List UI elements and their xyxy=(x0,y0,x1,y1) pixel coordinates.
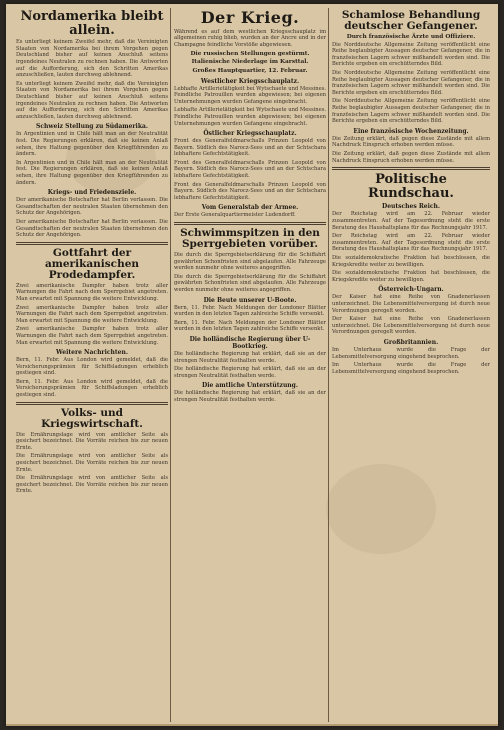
section-heading: Deutsches Reich. xyxy=(381,203,441,211)
article-paragraph: Der amerikanische Botschafter hat Berlin verlassen. Die Gesandtschaften der neutralen Staaten übernehmen den Schutz der Angehörigen. xyxy=(16,197,168,217)
article-headline: Volks- und Kriegswirtschaft. xyxy=(41,406,143,430)
article-paragraph: Die durch die Sperrgebietserklärung für die Schiffahrt gewährten Schonfristen sind abgelaufen. Alle Fahrzeuge werden nunmehr ohne weiteres angegriffen. xyxy=(174,252,326,272)
section-heading: Östlicher Kriegsschauplatz. xyxy=(203,130,297,138)
article-headline: Der Krieg. xyxy=(200,10,300,27)
article-headline: Schwimmspitzen in den Sperrgebieten vorüber. xyxy=(180,227,320,251)
divider xyxy=(16,402,168,405)
article-paragraph: Lebhafte Artillerietätigkeit bei Wytschaete und Messines. Feindliche Patrouillen wurden abgewiesen; bei eigenen Unternehmungen wurden Gefangene eingebracht. xyxy=(174,85,326,105)
section-heading: Eine französische Wochenzeitung. xyxy=(353,127,469,135)
article-paragraph: Die Zeitung erklärt, daß gegen diese Zustände mit allem Nachdruck Einspruch erhoben werden müsse. xyxy=(332,151,490,164)
article-paragraph: Die sozialdemokratische Fraktion hat beschlossen, die Kriegskredite weiter zu bewilligen. xyxy=(332,255,490,268)
article-paragraph: Zwei amerikanische Dampfer haben trotz aller Warnungen die Fahrt nach dem Sperrgebiet angetreten. Man erwartet mit Spannung die weitere Entwicklung. xyxy=(16,282,168,302)
section-heading: Schweiz Stellung zu Südamerika. xyxy=(36,123,148,131)
article-paragraph: Der Kaiser hat eine Reihe von Gnadenerlassen unterzeichnet. Die Lebensmittelversorgung ist durch neue Verordnungen geregelt worden. xyxy=(332,316,490,336)
article-paragraph: In Argentinien und in Chile hält man an der Neutralität fest. Die Regierungen erklären, daß sie keinen Anlaß sehen, ihre Haltung gegenüber den Kriegführenden zu ändern. xyxy=(16,159,168,186)
article-paragraph: Bern, 11. Febr. Nach Meldungen der Londoner Blätter wurden in den letzten Tagen zahlreiche Schiffe versenkt. xyxy=(174,319,326,333)
article-paragraph: Es unterliegt keinem Zweifel mehr, daß die Vereinigten Staaten von Nordamerika bei ihrem Vorgehen gegen Deutschland bisher auf keinen Anschluß seitens irgendeines Neutralen zu rechnen haben. Die Antworten auf die Aufforderung, sich den Schritten Amerikas anzuschließen, lauten durchweg ablehnend. xyxy=(16,39,168,79)
page-edge xyxy=(6,724,498,726)
article-paragraph: Der Kaiser hat eine Reihe von Gnadenerlassen unterzeichnet. Die Lebensmittelversorgung ist durch neue Verordnungen geregelt worden. xyxy=(332,294,490,314)
section-heading: Die amtliche Unterstützung. xyxy=(202,382,298,390)
article-paragraph: Die holländische Regierung hat erklärt, daß sie an der strengen Neutralität festhalten werde. xyxy=(174,390,326,403)
article-headline: Gottfahrt der amerikanischen Prodedampfer. xyxy=(44,246,140,281)
article-paragraph: Zwei amerikanische Dampfer haben trotz aller Warnungen die Fahrt nach dem Sperrgebiet angetreten. Man erwartet mit Spannung die weitere Entwicklung. xyxy=(16,304,168,324)
article-paragraph: Bern, 11. Febr. Aus London wird gemeldet, daß die Versicherungsprämien für Schiffsladungen erheblich gestiegen sind. xyxy=(16,378,168,399)
divider xyxy=(174,222,326,225)
subheading: Die russischen Stellungen gestürmt. xyxy=(190,50,310,57)
article-paragraph: Front des Generalfeldmarschalls Prinzen Leopold von Bayern. Südlich des Narocz-Sees und an der Schtschara lebhaftere Gefechtstätigkeit. xyxy=(174,181,326,201)
article-paragraph: In Argentinien und in Chile hält man an der Neutralität fest. Die Regierungen erklären, daß sie keinen Anlaß sehen, ihre Haltung gegenüber den Kriegführenden zu ändern. xyxy=(16,131,168,158)
article-paragraph: Die sozialdemokratische Fraktion hat beschlossen, die Kriegskredite weiter zu bewilligen. xyxy=(332,270,490,283)
section-heading: Kriegs- und Friedensziele. xyxy=(47,189,137,197)
article-paragraph: Während es auf dem westlichen Kriegsschauplatz im allgemeinen ruhig blieb, wurden an der Ancre und in der Champagne feindliche Vorstöße abgewiesen. xyxy=(174,28,326,48)
article-paragraph: Die Norddeutsche Allgemeine Zeitung veröffentlicht eine Reihe beglaubigter Aussagen deutscher Gefangener, die in französischen Lagern schwer mißhandelt worden sind. Die Berichte ergeben ein erschütterndes Bild. xyxy=(332,70,490,96)
article-paragraph: Der amerikanische Botschafter hat Berlin verlassen. Die Gesandtschaften der neutralen Staaten übernehmen den Schutz der Angehörigen. xyxy=(16,218,168,239)
article-headline: Nordamerika bleibt allein. xyxy=(20,10,164,38)
article-paragraph: Im Unterhaus wurde die Frage der Lebensmittelversorgung eingehend besprochen. xyxy=(332,362,490,375)
column-right xyxy=(332,10,490,720)
article-paragraph: Die holländische Regierung hat erklärt, daß sie an der strengen Neutralität festhalten werde. xyxy=(174,351,326,364)
article-paragraph: Die Ernährungslage wird von amtlicher Seite als gesichert bezeichnet. Die Vorräte reichen bis zur neuen Ernte. xyxy=(16,431,168,451)
article-paragraph: Es unterliegt keinem Zweifel mehr, daß die Vereinigten Staaten von Nordamerika bei ihrem Vorgehen gegen Deutschland bisher auf keinen Anschluß seitens irgendeines Neutralen zu rechnen haben. Die Antworten auf die Aufforderung, sich den Schritten Amerikas anzuschließen, lauten durchweg ablehnend. xyxy=(16,80,168,120)
article-paragraph: Front des Generalfeldmarschalls Prinzen Leopold von Bayern. Südlich des Narocz-Sees und an der Schtschara lebhaftere Gefechtstätigkeit. xyxy=(174,159,326,180)
article-paragraph: Der Erste Generalquartiermeister Ludendorff. xyxy=(174,212,296,219)
article-paragraph: Die Zeitung erklärt, daß gegen diese Zustände mit allem Nachdruck Einspruch erhoben werden müsse. xyxy=(332,135,490,149)
article-paragraph: Der Reichstag wird am 22. Februar wieder zusammentreten. Auf der Tagesordnung steht die erste Beratung des Haushaltsplans für das Rechnungsjahr 1917. xyxy=(332,211,490,231)
article-paragraph: Zwei amerikanische Dampfer haben trotz aller Warnungen die Fahrt nach dem Sperrgebiet angetreten. Man erwartet mit Spannung die weitere Entwicklung. xyxy=(16,326,168,346)
article-paragraph: Lebhafte Artillerietätigkeit bei Wytschaete und Messines. Feindliche Patrouillen wurden abgewiesen; bei eigenen Unternehmungen wurden Gefangene eingebracht. xyxy=(174,107,326,127)
article-paragraph: Die durch die Sperrgebietserklärung für die Schiffahrt gewährten Schonfristen sind abgelaufen. Alle Fahrzeuge werden nunmehr ohne weiteres angegriffen. xyxy=(174,273,326,294)
article-paragraph: Bern, 11. Febr. Aus London wird gemeldet, daß die Versicherungsprämien für Schiffsladungen erheblich gestiegen sind. xyxy=(16,357,168,377)
article-paragraph: Die Ernährungslage wird von amtlicher Seite als gesichert bezeichnet. Die Vorräte reichen bis zur neuen Ernte. xyxy=(16,475,168,495)
article-paragraph: Die Ernährungslage wird von amtlicher Seite als gesichert bezeichnet. Die Vorräte reichen bis zur neuen Ernte. xyxy=(16,453,168,473)
section-heading: Die holländische Regierung über U-Bootkrieg. xyxy=(189,336,311,351)
section-heading: Großbritannien. xyxy=(383,338,439,346)
column-divider xyxy=(170,8,171,722)
subheading: Italienische Niederlage im Karsttal. xyxy=(191,59,309,66)
article-paragraph: Die Norddeutsche Allgemeine Zeitung veröffentlicht eine Reihe beglaubigter Aussagen deutscher Gefangener, die in französischen Lagern schwer mißhandelt worden sind. Die Berichte ergeben ein erschütterndes Bild. xyxy=(332,41,490,68)
article-paragraph: Die Norddeutsche Allgemeine Zeitung veröffentlicht eine Reihe beglaubigter Aussagen deutscher Gefangener, die in französischen Lagern schwer mißhandelt worden sind. Die Berichte ergeben ein erschütterndes Bild. xyxy=(332,98,490,125)
divider xyxy=(16,242,168,245)
section-heading: Westlicher Kriegsschauplatz. xyxy=(200,77,300,85)
section-heading: Die Beute unserer U-Boote. xyxy=(203,296,297,304)
column-divider xyxy=(328,8,329,722)
column-middle xyxy=(174,10,326,720)
subheading: Großes Hauptquartier, 12. Februar. xyxy=(192,67,308,74)
article-headline: Schamlose Behandlung deutscher Gefangener. xyxy=(341,10,481,33)
section-heading: Vom Generalstab der Armee. xyxy=(201,204,299,212)
article-paragraph: Bern, 11. Febr. Nach Meldungen der Londoner Blätter wurden in den letzten Tagen zahlreiche Schiffe versenkt. xyxy=(174,304,326,318)
divider xyxy=(332,167,490,170)
subheading: Durch französische Ärzte und Offiziere. xyxy=(346,34,476,41)
newspaper-page xyxy=(6,4,498,726)
article-paragraph: Front des Generalfeldmarschalls Prinzen Leopold von Bayern. Südlich des Narocz-Sees und an der Schtschara lebhaftere Gefechtstätigkeit. xyxy=(174,138,326,158)
section-heading: Österreich-Ungarn. xyxy=(378,286,444,294)
column-left xyxy=(16,10,168,720)
article-headline: Politische Rundschau. xyxy=(368,172,454,201)
article-paragraph: Die holländische Regierung hat erklärt, daß sie an der strengen Neutralität festhalten werde. xyxy=(174,366,326,379)
section-heading: Weitere Nachrichten. xyxy=(56,349,128,357)
article-paragraph: Im Unterhaus wurde die Frage der Lebensmittelversorgung eingehend besprochen. xyxy=(332,346,490,360)
article-paragraph: Der Reichstag wird am 22. Februar wieder zusammentreten. Auf der Tagesordnung steht die erste Beratung des Haushaltsplans für das Rechnungsjahr 1917. xyxy=(332,233,490,253)
